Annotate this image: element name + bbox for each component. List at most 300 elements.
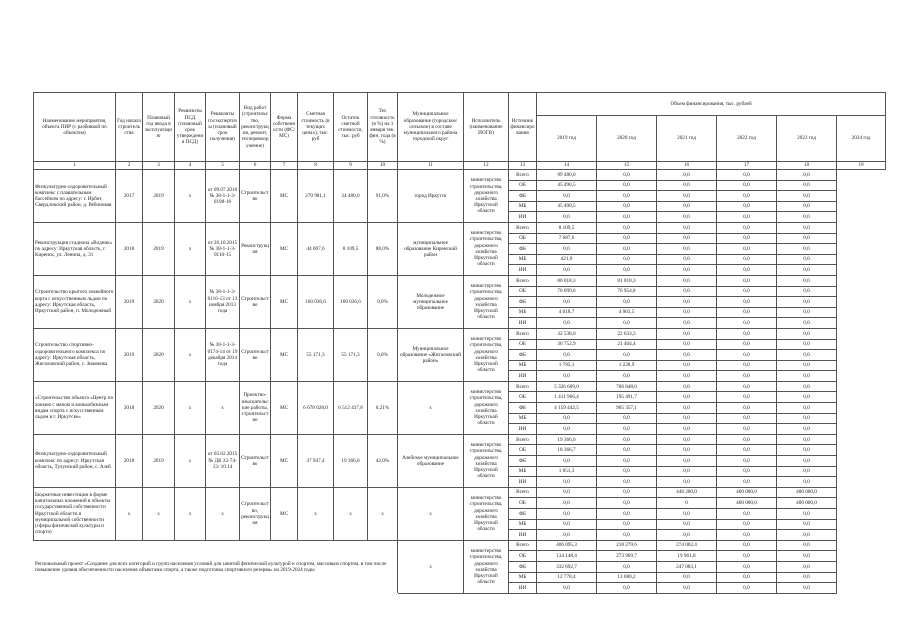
- fin-value: 0,0: [657, 456, 717, 467]
- fin-value: 0,0: [657, 318, 717, 329]
- header-expertise: Реквизиты госэкспертизы (плановый срок получения): [206, 93, 240, 162]
- fin-value: 0,0: [777, 275, 837, 286]
- fin-value: 0,0: [657, 170, 717, 181]
- fin-value: 0,0: [657, 233, 717, 244]
- expertise: х: [206, 381, 240, 434]
- ownership: МС: [271, 170, 298, 223]
- fin-value: 0,0: [597, 519, 657, 530]
- fin-value: 0,0: [717, 466, 777, 477]
- fin-value: 0,0: [717, 328, 777, 339]
- fin-value: 247 083,1: [657, 561, 717, 572]
- ownership: МС: [271, 275, 298, 328]
- fin-value: 400 000,0: [777, 487, 837, 498]
- fin-value: 0,0: [777, 561, 837, 572]
- fin-source: МБ: [509, 466, 537, 477]
- fin-value: 0,0: [777, 519, 837, 530]
- fin-value: 0,0: [657, 212, 717, 223]
- fin-value: 99 480,0: [537, 170, 597, 181]
- fin-value: 0,0: [717, 360, 777, 371]
- fin-value: 0,0: [657, 350, 717, 361]
- fin-value: 400 000,0: [717, 498, 777, 509]
- header-rest: Остаток сметной стоимости, тыс. руб: [334, 93, 368, 162]
- fin-source: МБ: [509, 307, 537, 318]
- fin-value: 0,0: [777, 551, 837, 562]
- fin-value: 905 357,1: [597, 403, 657, 414]
- table-row: [34, 434, 886, 445]
- fin-value: 0,0: [717, 339, 777, 350]
- readiness: 0,0%: [368, 275, 398, 328]
- psd: х: [175, 328, 206, 381]
- readiness: 42,0%: [368, 434, 398, 487]
- fin-value: 0,0: [657, 403, 717, 414]
- fin-source: ИИ: [509, 477, 537, 488]
- rest: 6 512 437,8: [334, 381, 368, 434]
- fin-value: 0,0: [657, 530, 717, 541]
- column-number: 10: [368, 162, 398, 170]
- fin-value: 0,0: [777, 477, 837, 488]
- fin-source: ФБ: [509, 509, 537, 520]
- fin-source: ИИ: [509, 530, 537, 541]
- psd: х: [175, 434, 206, 487]
- fin-value: 0,0: [657, 371, 717, 382]
- header-year: 2022 год: [717, 116, 777, 162]
- header-year: 2021 год: [657, 116, 717, 162]
- fin-value: 0,0: [537, 583, 597, 594]
- fin-value: 218 279,6: [597, 540, 657, 551]
- fin-value: 0,0: [777, 233, 837, 244]
- fin-value: 0,0: [777, 254, 837, 265]
- fin-value: 0,0: [597, 477, 657, 488]
- rest: х: [334, 487, 368, 540]
- fin-value: 0,0: [717, 519, 777, 530]
- fin-source: МБ: [509, 413, 537, 424]
- fin-value: 0,0: [657, 445, 717, 456]
- end-year: 2019: [143, 170, 175, 223]
- expertise: х: [206, 487, 240, 540]
- expertise: № 38-1-1-3-0174-14 от 19 декабря 2014 года: [206, 328, 240, 381]
- fin-source: Всего: [509, 434, 537, 445]
- fin-value: 0,0: [537, 191, 597, 202]
- fin-value: 0,0: [777, 424, 837, 435]
- fin-value: 0,0: [777, 392, 837, 403]
- fin-value: 19 366,0: [537, 434, 597, 445]
- fin-source: Всего: [509, 222, 537, 233]
- fin-source: ФБ: [509, 191, 537, 202]
- fin-value: 22 633,3: [597, 328, 657, 339]
- fin-value: 0,0: [777, 170, 837, 181]
- fin-value: 19 961,8: [657, 551, 717, 562]
- table-row: [34, 381, 886, 392]
- fin-value: 0,0: [777, 339, 837, 350]
- executor: министерство строительства, дорожного хозяйства Иркутской области: [464, 275, 509, 328]
- table-row: [34, 222, 886, 233]
- readiness: 91,0%: [368, 170, 398, 223]
- fin-source: ФБ: [509, 297, 537, 308]
- fin-value: 0,0: [717, 201, 777, 212]
- fin-source: Всего: [509, 381, 537, 392]
- fin-value: 0,0: [717, 244, 777, 255]
- municipality: город Иркутск: [398, 170, 464, 223]
- fin-value: 0,0: [777, 360, 837, 371]
- fin-value: 0,0: [537, 265, 597, 276]
- column-number: 13: [509, 162, 537, 170]
- fin-value: 0,0: [777, 583, 837, 594]
- fin-value: 8 109,5: [537, 222, 597, 233]
- fin-value: 0,0: [717, 307, 777, 318]
- fin-value: 0,0: [597, 265, 657, 276]
- fin-value: 0,0: [537, 212, 597, 223]
- fin-value: 0,0: [597, 434, 657, 445]
- fin-value: 0,0: [777, 530, 837, 541]
- fin-source: ИИ: [509, 318, 537, 329]
- fin-value: 80 018,3: [537, 275, 597, 286]
- fin-source: МБ: [509, 201, 537, 212]
- expertise: № 38-1-1-3-0116-13 от 13 ноября 2013 года: [206, 275, 240, 328]
- fin-source: Всего: [509, 170, 537, 181]
- end-year: 2020: [143, 328, 175, 381]
- fin-value: 0,0: [537, 413, 597, 424]
- fin-value: 0,0: [777, 307, 837, 318]
- cost: 270 981,1: [298, 170, 334, 223]
- fin-value: 0,0: [777, 466, 837, 477]
- psd: х: [175, 487, 206, 540]
- work-type: Строительство: [240, 170, 271, 223]
- header-fin-group: Объем финансирования, тыс. рублей: [537, 93, 886, 116]
- fin-value: 0,0: [777, 328, 837, 339]
- table-row: [34, 487, 886, 498]
- fin-value: 0,0: [537, 498, 597, 509]
- column-number: 6: [240, 162, 271, 170]
- fin-value: 1 785,1: [537, 360, 597, 371]
- table-row: [34, 170, 886, 181]
- header-cost: Сметная стоимость (в текущих ценах), тыс. руб: [298, 93, 334, 162]
- object-name: Реконструкция стадиона «Водник» по адресу: Иркутская область, г. Киренск, ул. Ленина, д. 31: [34, 222, 116, 275]
- work-type: Проектно-изыскательские работы, строительство: [240, 381, 271, 434]
- object-name: «Строительство объекта «Центр по хоккею с мячом и конькобежным видам спорта с искусственным льдом в г. Иркутске»: [34, 381, 116, 434]
- fin-value: 0,0: [777, 413, 837, 424]
- financing-table: [33, 92, 886, 594]
- object-name: Строительство спортивно-оздоровительного комплекса по адресу: Иркутская область, Жигаловский район, с. Знаменка: [34, 328, 116, 381]
- object-name: Бюджетные инвестиции в форме капитальных вложений в объекты государственной собственности Иркутской области и муниципальной собственности (сферы физической культуры и спорта): [34, 487, 116, 540]
- fin-value: 134 148,4: [537, 551, 597, 562]
- fin-source: МБ: [509, 572, 537, 583]
- executor: министерство строительства, дорожного хозяйства Иркутской области: [464, 434, 509, 487]
- header-year: 2023 год: [777, 116, 837, 162]
- fin-value: 0,0: [717, 297, 777, 308]
- column-number: 2: [116, 162, 143, 170]
- fin-value: 0,0: [717, 265, 777, 276]
- fin-value: 0,0: [777, 371, 837, 382]
- fin-value: 274 002,4: [657, 540, 717, 551]
- fin-value: 195 491,7: [597, 392, 657, 403]
- fin-value: 0,0: [597, 466, 657, 477]
- expertise: от 09.07.2016 № 38-1-1-3-0198-16: [206, 170, 240, 223]
- fin-source: МБ: [509, 519, 537, 530]
- header-name: Наименование мероприятия, объекта ПИР (с разбивкой по объектам): [34, 93, 116, 162]
- fin-value: 0,0: [717, 551, 777, 562]
- fin-value: 0,0: [657, 360, 717, 371]
- column-number: 12: [464, 162, 509, 170]
- fin-value: 0,0: [717, 445, 777, 456]
- fin-value: 0,0: [597, 170, 657, 181]
- fin-value: 0,0: [657, 413, 717, 424]
- fin-value: 21 404,4: [597, 339, 657, 350]
- fin-value: 273 969,7: [597, 551, 657, 562]
- start-year: 2017: [116, 170, 143, 223]
- fin-value: 400 000,0: [777, 498, 837, 509]
- total-executor: министерство строительства, дорожного хозяйства Иркутской области: [464, 540, 509, 593]
- fin-value: 45 490,5: [537, 180, 597, 191]
- fin-value: 30 752,9: [537, 339, 597, 350]
- work-type: Строительство: [240, 275, 271, 328]
- work-type: Реконструкция: [240, 222, 271, 275]
- psd: х: [175, 275, 206, 328]
- fin-value: 81 018,3: [597, 275, 657, 286]
- column-number: 3: [143, 162, 175, 170]
- total-municipality: х: [398, 540, 464, 593]
- fin-value: 0,0: [717, 392, 777, 403]
- fin-value: 0,0: [717, 381, 777, 392]
- fin-value: 0,0: [537, 530, 597, 541]
- fin-value: 0,0: [597, 180, 657, 191]
- fin-source: ОБ: [509, 498, 537, 509]
- expertise: от 26.10.2015 № 38-1-1-3-0110-15: [206, 222, 240, 275]
- fin-value: 0,0: [657, 275, 717, 286]
- fin-value: 0,0: [597, 530, 657, 541]
- fin-source: ОБ: [509, 286, 537, 297]
- object-name: Физкультурно-оздоровительный комплекс по адресу: Иркутская область, Тулунский район, с. Азей: [34, 434, 116, 487]
- fin-source: ИИ: [509, 265, 537, 276]
- work-type: Строительство: [240, 328, 271, 381]
- fin-value: 0,0: [537, 424, 597, 435]
- fin-source: ИИ: [509, 424, 537, 435]
- fin-value: 32 538,0: [537, 328, 597, 339]
- fin-value: 0,0: [777, 540, 837, 551]
- column-number: 15: [597, 162, 657, 170]
- end-year: 2019: [143, 222, 175, 275]
- fin-value: 0,0: [717, 509, 777, 520]
- header-year: 2019 год: [537, 116, 597, 162]
- fin-value: 0,0: [777, 445, 837, 456]
- fin-source: ИИ: [509, 212, 537, 223]
- fin-value: 0,0: [657, 265, 717, 276]
- readiness: 88,0%: [368, 222, 398, 275]
- header-psd: Реквизиты ПСД (плановый срок утверждения ПСД): [175, 93, 206, 162]
- fin-value: 0,0: [717, 456, 777, 467]
- fin-value: 0,0: [717, 318, 777, 329]
- ownership: МС: [271, 434, 298, 487]
- fin-source: ФБ: [509, 350, 537, 361]
- fin-value: 421,9: [537, 254, 597, 265]
- fin-value: 0,0: [537, 456, 597, 467]
- end-year: 2020: [143, 275, 175, 328]
- fin-value: 0,0: [657, 244, 717, 255]
- rest: 34 480,0: [334, 170, 368, 223]
- cost: 37 947,4: [298, 434, 334, 487]
- psd: х: [175, 381, 206, 434]
- start-year: 2018: [116, 434, 143, 487]
- column-number: 4: [175, 162, 206, 170]
- fin-source: ФБ: [509, 244, 537, 255]
- fin-value: 0,0: [597, 583, 657, 594]
- header-ownership: Форма собственности (ФС/МС): [271, 93, 298, 162]
- fin-value: 0,0: [597, 498, 657, 509]
- fin-value: 4 063,5: [597, 307, 657, 318]
- fin-value: 0,0: [717, 233, 777, 244]
- fin-value: 0,0: [597, 413, 657, 424]
- fin-value: 0,0: [717, 434, 777, 445]
- fin-value: 0,0: [717, 222, 777, 233]
- fin-value: 0,0: [657, 477, 717, 488]
- fin-value: 0,0: [597, 350, 657, 361]
- ownership: МС: [271, 328, 298, 381]
- fin-value: 0,0: [777, 180, 837, 191]
- municipality: Муниципальное образование «Жигаловский район»: [398, 328, 464, 381]
- header-work-type: Вид работ (строительство, реконструкция, ремонт, техперевооружение): [240, 93, 271, 162]
- fin-value: 4 018,7: [537, 307, 597, 318]
- fin-source: Всего: [509, 328, 537, 339]
- fin-value: 706 848,0: [597, 381, 657, 392]
- column-number: 1: [34, 162, 116, 170]
- fin-value: 0,0: [777, 212, 837, 223]
- fin-value: 0,0: [597, 456, 657, 467]
- readiness: 0,0%: [368, 328, 398, 381]
- fin-source: ФБ: [509, 403, 537, 414]
- fin-source: Всего: [509, 487, 537, 498]
- rest: 55 171,3: [334, 328, 368, 381]
- fin-source: ОБ: [509, 180, 537, 191]
- fin-value: 0,0: [537, 509, 597, 520]
- executor: министерство строительства, дорожного хозяйства Иркутской области: [464, 170, 509, 223]
- fin-value: 0,0: [537, 519, 597, 530]
- fin-value: 1 228,9: [597, 360, 657, 371]
- column-number: 5: [206, 162, 240, 170]
- fin-value: 0,0: [597, 318, 657, 329]
- fin-source: ФБ: [509, 456, 537, 467]
- table-row: [34, 328, 886, 339]
- fin-source: ИИ: [509, 583, 537, 594]
- fin-source: ФБ: [509, 561, 537, 572]
- fin-value: 0,0: [777, 318, 837, 329]
- header-executor: Исполнитель (наименование ИОГВ): [464, 93, 509, 162]
- fin-value: 0,0: [777, 191, 837, 202]
- column-number: 9: [334, 162, 368, 170]
- executor: министерство строительства, дорожного хозяйства Иркутской области: [464, 487, 509, 540]
- fin-value: 0,0: [717, 530, 777, 541]
- fin-value: 0,0: [657, 583, 717, 594]
- executor: министерство строительства, дорожного хозяйства Иркутской области: [464, 328, 509, 381]
- fin-value: 0,0: [537, 244, 597, 255]
- fin-value: 0,0: [717, 275, 777, 286]
- rest: 8 109,5: [334, 222, 368, 275]
- header-start-year: Год начала строительства: [116, 93, 143, 162]
- fin-value: 18 366,7: [537, 445, 597, 456]
- fin-value: 0,0: [717, 191, 777, 202]
- fin-source: ИИ: [509, 371, 537, 382]
- fin-source: Всего: [509, 275, 537, 286]
- fin-value: 0,0: [597, 212, 657, 223]
- fin-value: 0,0: [717, 413, 777, 424]
- fin-value: 0,0: [717, 572, 777, 583]
- rest: 19 366,0: [334, 434, 368, 487]
- executor: министерство строительства, дорожного хозяйства Иркутской области: [464, 222, 509, 275]
- fin-value: 0,0: [657, 286, 717, 297]
- column-number: 16: [657, 162, 717, 170]
- ownership: МС: [271, 381, 298, 434]
- fin-source: Всего: [509, 540, 537, 551]
- end-year: 2019: [143, 434, 175, 487]
- fin-value: 0,0: [777, 244, 837, 255]
- fin-source: МБ: [509, 360, 537, 371]
- psd: х: [175, 170, 206, 223]
- fin-value: 0,0: [537, 371, 597, 382]
- work-type: Строительство, реконструкция: [240, 487, 271, 540]
- fin-value: 0,0: [717, 254, 777, 265]
- end-year: х: [143, 487, 175, 540]
- cost: 160 036,6: [298, 275, 334, 328]
- fin-value: 0,0: [657, 180, 717, 191]
- fin-source: ОБ: [509, 551, 537, 562]
- expertise: от 05.02.2015 № ДК 22-74-13/ 10.14: [206, 434, 240, 487]
- municipality: х: [398, 487, 464, 540]
- fin-value: 0,0: [537, 297, 597, 308]
- fin-value: 0,0: [597, 254, 657, 265]
- start-year: 2018: [116, 222, 143, 275]
- fin-value: 13 080,2: [597, 572, 657, 583]
- fin-value: 1 411 966,4: [537, 392, 597, 403]
- fin-value: 332 692,7: [537, 561, 597, 572]
- fin-value: 76 099,6: [537, 286, 597, 297]
- fin-value: 0,0: [717, 212, 777, 223]
- total-description: Региональный проект «Создание для всех категорий и групп населения условий для занятий физической культурой и спортом, массовым спортом, в том числе повышение уровня обеспеченности населения объектами спорта, а также подготовка спортивного резерва» на 2019-2024 годы: [34, 540, 398, 593]
- fin-source: ОБ: [509, 233, 537, 244]
- fin-value: 0,0: [657, 424, 717, 435]
- fin-source: МБ: [509, 254, 537, 265]
- fin-value: 7 687,6: [537, 233, 597, 244]
- readiness: 0,21%: [368, 381, 398, 434]
- fin-value: 0,0: [717, 540, 777, 551]
- column-number: 18: [777, 162, 837, 170]
- header-end-year: Плановый год ввода в эксплуатацию: [143, 93, 175, 162]
- fin-value: 0,0: [777, 434, 837, 445]
- column-number: 14: [537, 162, 597, 170]
- cost: 44 007,6: [298, 222, 334, 275]
- fin-value: 0,0: [657, 434, 717, 445]
- fin-value: 0,0: [657, 381, 717, 392]
- column-number-row: [34, 162, 886, 170]
- fin-value: 0,0: [717, 286, 777, 297]
- fin-value: 0,0: [777, 509, 837, 520]
- column-number: 8: [298, 162, 334, 170]
- fin-value: 0,0: [597, 201, 657, 212]
- fin-value: 5 326 609,0: [537, 381, 597, 392]
- fin-value: 0,0: [657, 339, 717, 350]
- cost: 6 678 028,0: [298, 381, 334, 434]
- rest: 160 036,6: [334, 275, 368, 328]
- fin-value: 0,0: [597, 561, 657, 572]
- fin-value: 0,0: [657, 307, 717, 318]
- column-number: 19: [837, 162, 886, 170]
- fin-value: 0,0: [597, 191, 657, 202]
- fin-value: 0,0: [657, 328, 717, 339]
- fin-source: ОБ: [509, 339, 537, 350]
- fin-value: 0,0: [537, 350, 597, 361]
- header-municipality: Муниципальное образование (городское/сельское) в составе муниципального района городской округ: [398, 93, 464, 162]
- fin-value: 0,0: [537, 477, 597, 488]
- fin-value: 0,0: [717, 424, 777, 435]
- work-type: Строительство: [240, 434, 271, 487]
- fin-value: 0,0: [597, 244, 657, 255]
